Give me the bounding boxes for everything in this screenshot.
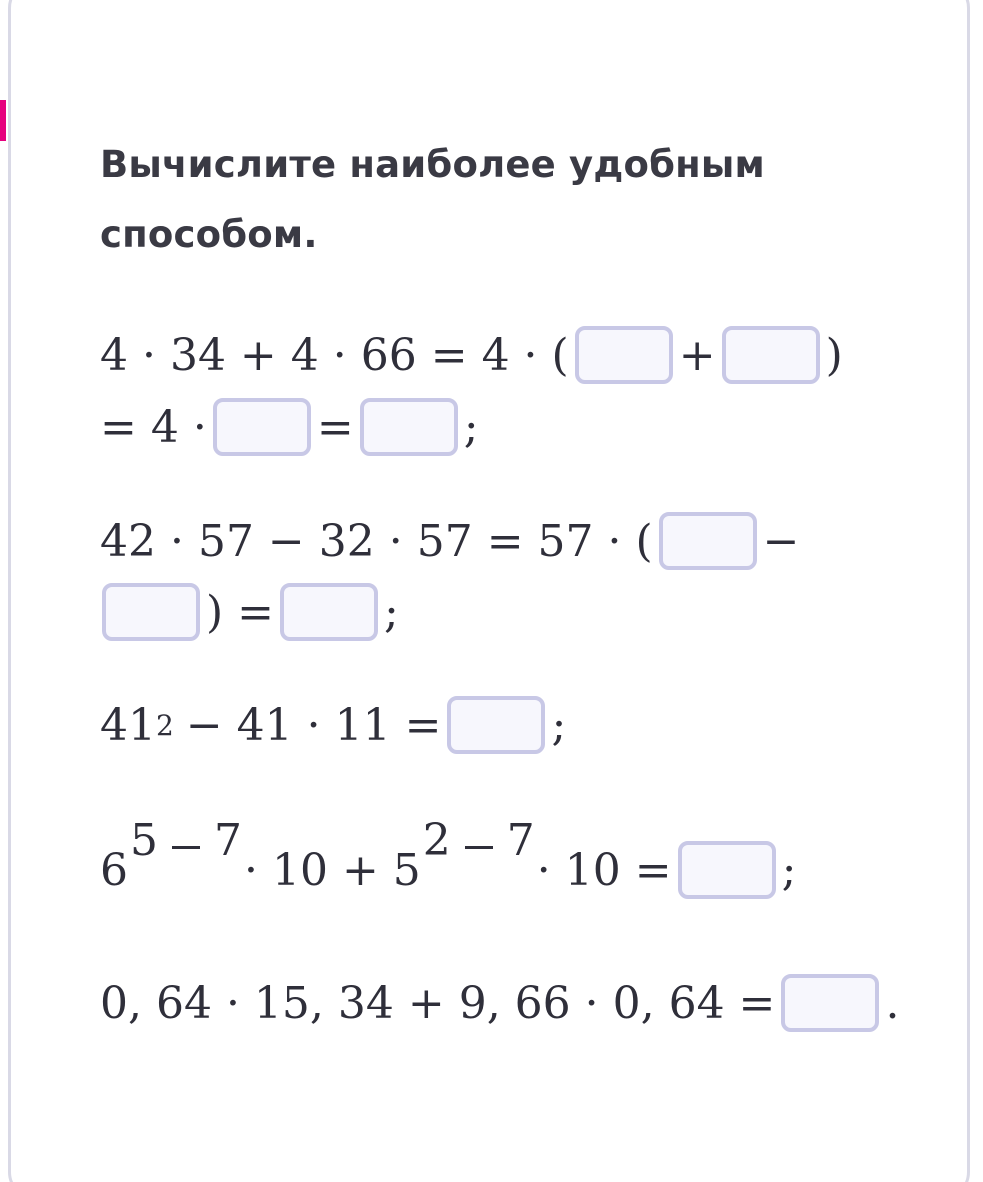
equation-3-exponent: 2 [156,708,174,742]
equation-2-expression: 42 · 57 − 32 · 57 = 57 · ( [100,515,653,567]
answer-input-3[interactable] [447,696,545,754]
fraction-bar [172,846,200,849]
answer-input-5[interactable] [781,974,879,1032]
answer-input-1c[interactable] [213,398,311,456]
fraction-2-numerator: 2 [422,815,451,866]
answer-input-1a[interactable] [575,326,673,384]
fraction-bar [465,846,493,849]
equation-1-expression: 4 · 34 + 4 · 66 = 4 · ( [100,329,569,381]
equation-5 [100,968,899,1038]
task-title: Вычислите наиболее удобным способом. [100,143,765,256]
period: . [885,977,900,1029]
active-task-marker [0,100,6,141]
equation-1-line-2 [100,392,479,462]
plus-sign: + [678,329,716,381]
answer-input-2b[interactable] [102,583,200,641]
fraction-2 [423,815,535,925]
equation-1-continuation: = 4 · [100,401,207,453]
answer-input-2a[interactable] [659,512,757,570]
semicolon: ; [463,401,479,453]
equation-3-expression: − 41 · 11 = [185,699,442,751]
equation-4 [100,815,796,925]
answer-input-4[interactable] [678,841,776,899]
equation-4-middle: · 10 + 5 [244,844,421,896]
close-paren-equals: ) = [206,586,275,638]
equation-3 [100,690,566,760]
semicolon: ; [551,699,567,751]
fraction-1-numerator: 5 [130,815,158,866]
equation-2-line-1 [100,506,800,576]
answer-input-1b[interactable] [722,326,820,384]
fraction-2-denominator: 7 [506,815,535,866]
semicolon: ; [781,844,797,896]
equation-1-line-1 [100,320,843,390]
answer-input-1d[interactable] [360,398,458,456]
fraction-1 [130,815,242,925]
fraction-1-denominator: 7 [214,815,242,866]
mixed-number-1-whole: 6 [100,844,128,896]
semicolon: ; [384,586,399,638]
equation-5-expression: 0, 64 · 15, 34 + 9, 66 · 0, 64 = [100,977,776,1029]
close-paren: ) [825,329,843,381]
equals-sign: = [316,401,354,453]
answer-input-2c[interactable] [280,583,378,641]
equation-3-base: 41 [100,699,156,751]
equation-4-tail: · 10 = [536,844,672,896]
minus-sign: − [762,515,800,567]
equation-2-line-2 [100,577,399,647]
